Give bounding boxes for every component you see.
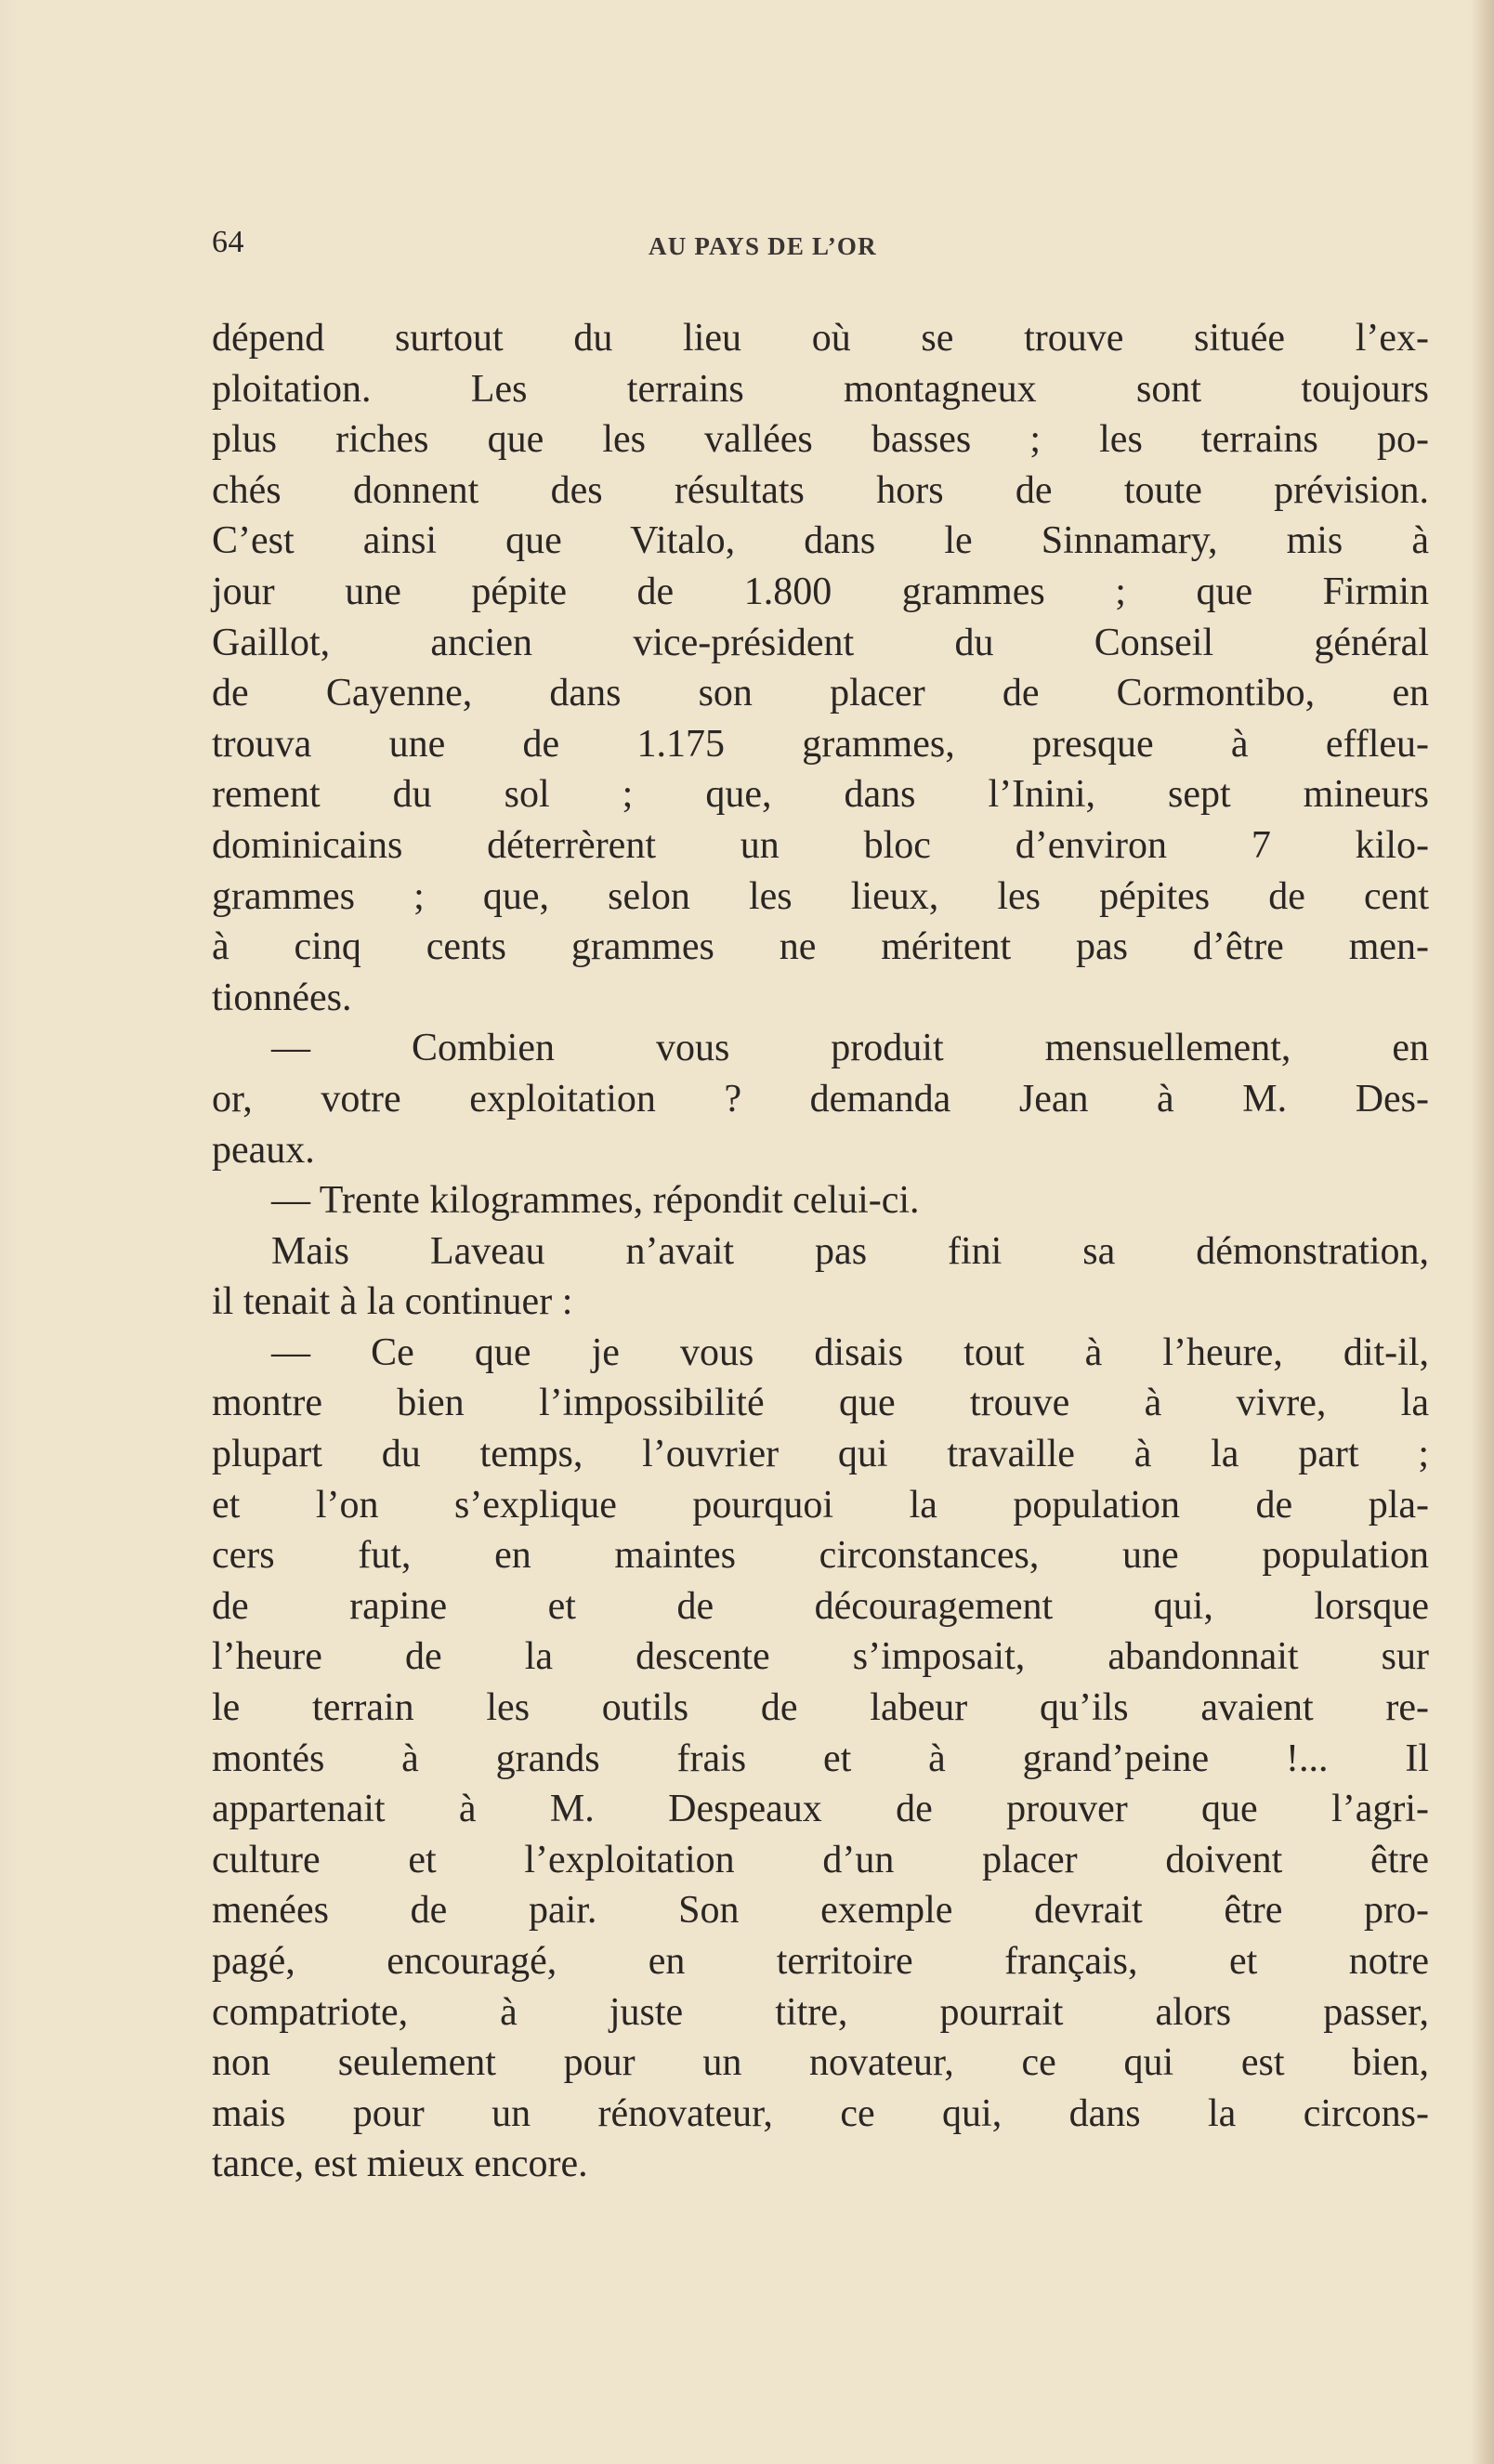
text-line: dépend surtout du lieu où se trouve située l’ex- [212,317,1429,360]
text-line: grammes ; que, selon les lieux, les pépites de cent [212,874,1429,918]
text-line: — Combien vous produit mensuellement, en [271,1027,1429,1070]
text-line: dominicains déterrèrent un bloc d’environ 7 kilo- [212,823,1429,867]
text-line: chés donnent des résultats hors de toute prévision. [212,468,1429,512]
body-text [212,313,1429,2190]
text-line: cers fut, en maintes circonstances, une population [212,1534,1429,1578]
text-line: ploitation. Les terrains montagneux sont toujours [212,367,1429,411]
text-line: et l’on s’explique pourquoi la population de pla- [212,1483,1429,1527]
text-line: de rapine et de découragement qui, lorsque [212,1584,1429,1628]
text-line: compatriote, à juste titre, pourrait alors passer, [212,1990,1429,2034]
text-line: tionnées. [212,976,352,1019]
text-line: peaux. [212,1128,315,1172]
text-line: or, votre exploitation ? demanda Jean à M. Des- [212,1077,1429,1121]
text-line: Mais Laveau n’avait pas fini sa démonstration, [271,1229,1429,1273]
text-line: jour une pépite de 1.800 grammes ; que Firmin [212,570,1429,613]
text-line: l’heure de la descente s’imposait, abandonnait sur [212,1635,1429,1679]
text-line: Gaillot, ancien vice-président du Conseil général [212,621,1429,664]
text-line: le terrain les outils de labeur qu’ils avaient re- [212,1686,1429,1730]
page-header [212,225,1429,268]
text-line: appartenait à M. Despeaux de prouver que l’agri- [212,1788,1429,1831]
running-head: AU PAYS DE L’OR [649,232,877,260]
text-line: menées de pair. Son exemple devrait être pro- [212,1889,1429,1933]
text-line: pagé, encouragé, en territoire français, et notre [212,1940,1429,1983]
text-line: plus riches que les vallées basses ; les terrains po- [212,418,1429,462]
text-line: trouva une de 1.175 grammes, presque à effleu- [212,722,1429,766]
text-line: rement du sol ; que, dans l’Inini, sept mineurs [212,773,1429,817]
page-edge-shadow [1472,0,1494,2464]
text-line: non seulement pour un novateur, ce qui est bien, [212,2041,1429,2085]
text-line: montre bien l’impossibilité que trouve à vivre, la [212,1382,1429,1425]
page-number: 64 [212,225,244,259]
text-line: mais pour un rénovateur, ce qui, dans la circons- [212,2091,1429,2135]
text-line: à cinq cents grammes ne méritent pas d’être men- [212,925,1429,969]
text-line: — Trente kilogrammes, répondit celui-ci. [271,1179,920,1223]
text-line: — Ce que je vous disais tout à l’heure, dit-il, [271,1330,1429,1374]
text-line: C’est ainsi que Vitalo, dans le Sinnamary, mis à [212,519,1429,563]
text-line: culture et l’exploitation d’un placer doivent être [212,1838,1429,1881]
text-line: il tenait à la continuer : [212,1280,573,1324]
text-line: tance, est mieux encore. [212,2143,588,2186]
text-line: plupart du temps, l’ouvrier qui travaille à la part ; [212,1433,1429,1476]
text-line: montés à grands frais et à grand’peine !... Il [212,1737,1429,1780]
text-line: de Cayenne, dans son placer de Cormontibo, en [212,672,1429,715]
